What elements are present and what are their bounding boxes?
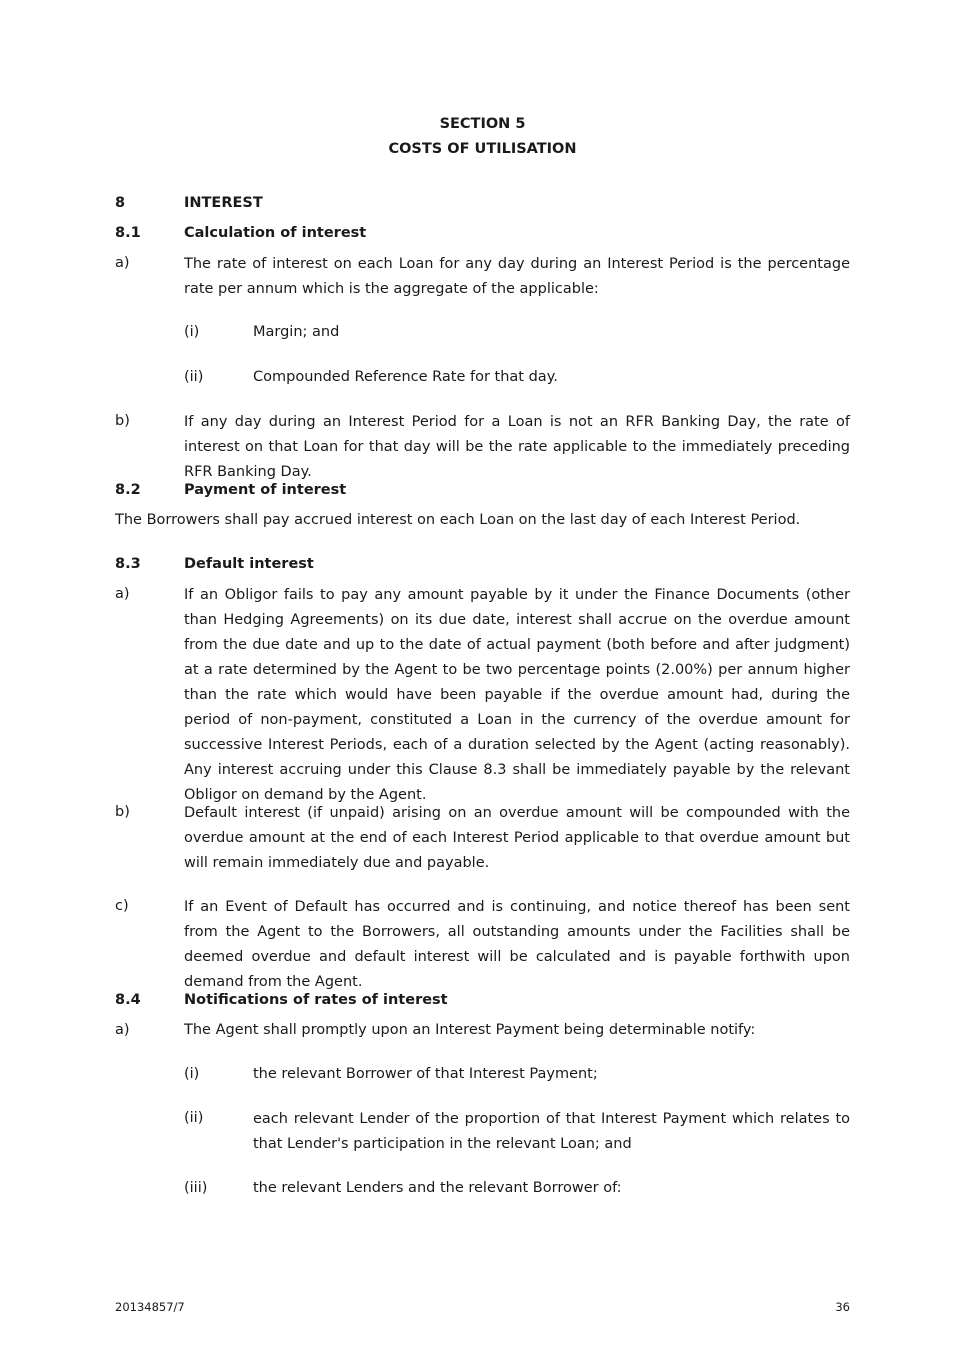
paragraph-label: b) (115, 413, 130, 429)
subparagraph-text: Compounded Reference Rate for that day. (253, 369, 558, 385)
paragraph-text: If any day during an Interest Period for a Loan is not an RFR Banking Day, the rate of interest on that Loan for that day will be the rate applicable to the immediately preceding RFR Banking Day. (184, 414, 850, 480)
subclause-title: Notifications of rates of interest (184, 992, 448, 1008)
paragraph-text: The Borrowers shall pay accrued interest on each Loan on the last day of each Interest Period. (115, 512, 801, 528)
subparagraph-text: Margin; and (253, 324, 340, 340)
paragraph-label: a) (115, 255, 130, 271)
section-title: COSTS OF UTILISATION (388, 141, 577, 157)
clause-title: INTEREST (184, 195, 263, 211)
subparagraph-label: (i) (184, 324, 200, 340)
subparagraph-label: (ii) (184, 1110, 204, 1126)
subparagraph-label: (ii) (184, 369, 204, 385)
document-reference: 20134857/7 (115, 1300, 185, 1314)
subclause-number: 8.3 (115, 556, 141, 572)
paragraph-label: a) (115, 1022, 130, 1038)
paragraph-label: c) (115, 898, 129, 914)
paragraph-label: a) (115, 586, 130, 602)
subclause-title: Default interest (184, 556, 314, 572)
page-number: 36 (835, 1300, 850, 1314)
paragraph-text: If an Obligor fails to pay any amount payable by it under the Finance Documents (other than Hedging Agreements) on its due date, interest shall accrue on the overdue amount from the due date and up to the date of actual payment (both before and after judgment) at a rate determined by the Agent to be two percentage points (2.00%) per annum higher than the rate which would have been payable if the overdue amount had, during the period of non-payment, constituted a Loan in the currency of the overdue amount for successive Interest Periods, each of a duration selected by the Agent (acting reasonably). Any interest accruing under this Clause 8.3 shall be immediately payable by the relevant Obligor on demand by the Agent. (184, 587, 850, 803)
subparagraph-text: the relevant Borrower of that Interest Payment; (253, 1066, 598, 1082)
paragraph-text: The Agent shall promptly upon an Interest Payment being determinable notify: (184, 1022, 756, 1038)
paragraph-text: The rate of interest on each Loan for any day during an Interest Period is the percentage rate per annum which is the aggregate of the applicable: (184, 256, 850, 297)
paragraph-label: b) (115, 804, 130, 820)
subclause-title: Payment of interest (184, 482, 347, 498)
paragraph-text: Default interest (if unpaid) arising on an overdue amount will be compounded with the overdue amount at the end of each Interest Period applicable to that overdue amount but will remain immediately due and payable. (184, 805, 850, 871)
subclause-number: 8.1 (115, 225, 141, 241)
section-number: SECTION 5 (439, 116, 526, 132)
clause-number: 8 (115, 195, 126, 211)
subclause-number: 8.4 (115, 992, 141, 1008)
paragraph-text: If an Event of Default has occurred and is continuing, and notice thereof has been sent from the Agent to the Borrowers, all outstanding amounts under the Facilities shall be deemed overdue and default interest will be calculated and is payable forthwith upon demand from the Agent. (184, 899, 850, 990)
subclause-title: Calculation of interest (184, 225, 367, 241)
subparagraph-text: the relevant Lenders and the relevant Borrower of: (253, 1180, 622, 1196)
subclause-number: 8.2 (115, 482, 141, 498)
subparagraph-label: (iii) (184, 1180, 208, 1196)
subparagraph-text: each relevant Lender of the proportion of that Interest Payment which relates to that Lender's participation in the relevant Loan; and (253, 1111, 850, 1152)
subparagraph-label: (i) (184, 1066, 200, 1082)
